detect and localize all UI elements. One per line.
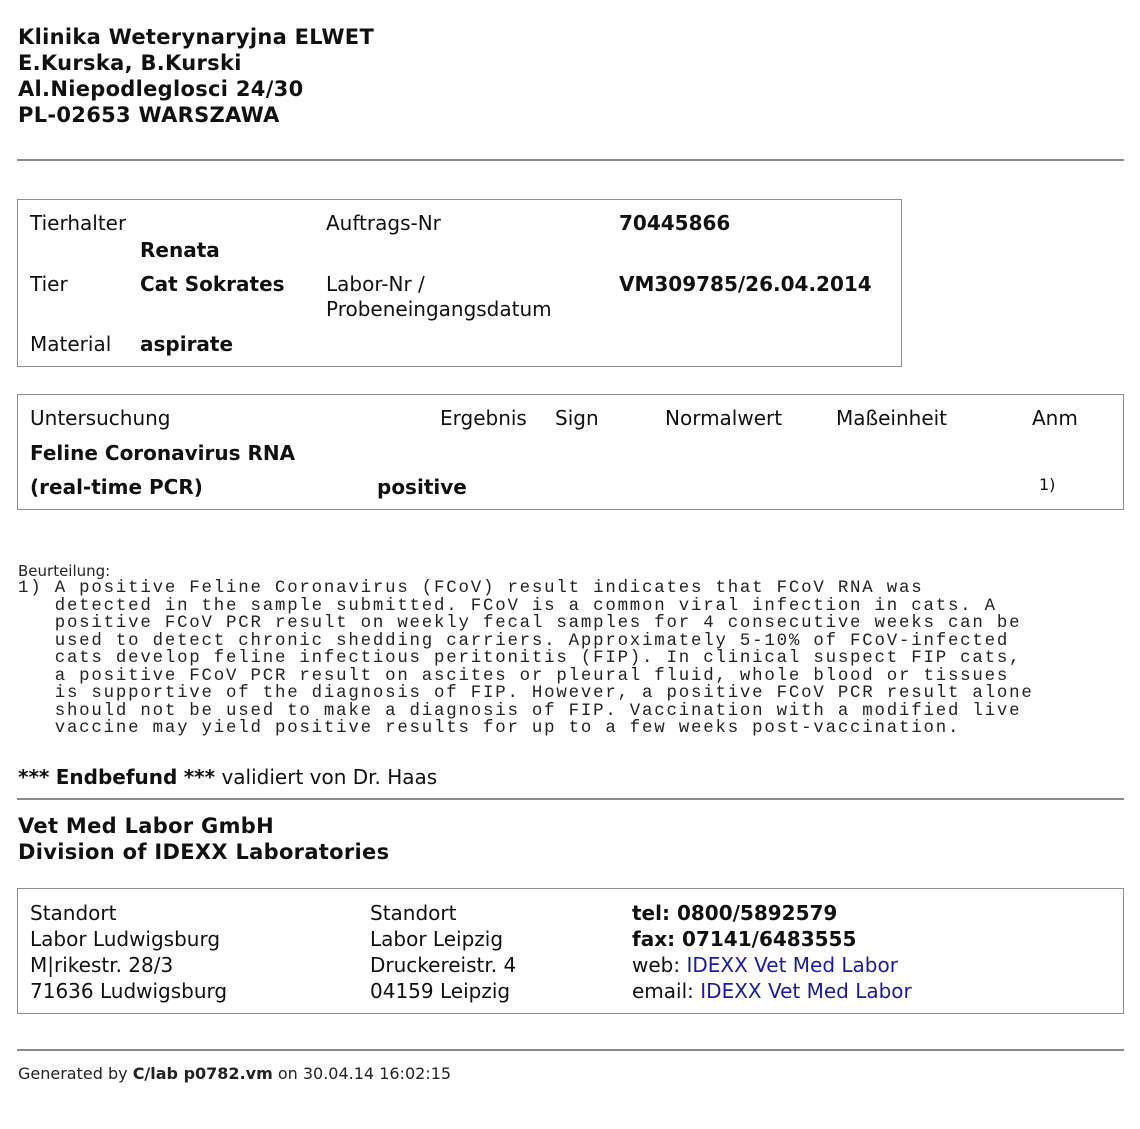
divider <box>17 159 1124 161</box>
test-method: (real-time PCR) <box>30 475 203 499</box>
clinic-street: Al.Niepodleglosci 24/30 <box>18 77 304 101</box>
assessment-line: 1) A positive Feline Coronavirus (FCoV) result indicates that FCoV RNA was <box>18 579 924 598</box>
results-box <box>17 394 1124 510</box>
assessment-text <box>18 580 1034 738</box>
final-stars-left: *** <box>18 765 50 789</box>
web-link[interactable]: IDEXX Vet Med Labor <box>686 953 898 977</box>
assessment-line: used to detect chronic shedding carriers. Approximately 5-10% of FCoV-infected <box>18 631 1010 651</box>
assessment-line: vaccine may yield positive results for up to a few weeks post-vaccination. <box>18 719 961 738</box>
assessment-line: is supportive of the diagnosis of FIP. However, a positive FCoV PCR result alone <box>18 684 1034 703</box>
col-header-note: Anm <box>1032 406 1078 430</box>
lab-division: Division of IDEXX Laboratories <box>18 840 390 864</box>
lab-name-block <box>18 813 389 865</box>
site-leipzig <box>370 900 516 1004</box>
owner-value: Renata <box>140 238 220 262</box>
site-ludwigsburg <box>30 900 227 1004</box>
site-name: Labor Ludwigsburg <box>30 927 221 951</box>
email-row <box>632 978 912 1004</box>
final-stars-right: *** <box>183 765 216 789</box>
lab-contact <box>632 900 912 1004</box>
assessment-line: detected in the sample submitted. FCoV is a common viral infection in cats. A <box>18 596 997 616</box>
redaction-mask <box>126 204 236 234</box>
note-reference: 1) <box>1039 475 1056 494</box>
phone-number: tel: 0800/5892579 <box>632 901 838 925</box>
footer-suffix: on 30.04.14 16:02:15 <box>277 1064 452 1083</box>
lab-name: Vet Med Labor GmbH <box>18 814 274 838</box>
clinic-name: Klinika Weterynaryjna ELWET <box>18 25 375 49</box>
footer-prefix: Generated by <box>18 1064 128 1083</box>
lab-locations-box <box>17 888 1124 1014</box>
lab-number-label: Labor-Nr / <box>326 272 425 296</box>
fax-number: fax: 07141/6483555 <box>632 927 857 951</box>
validated-by: validiert von Dr. Haas <box>221 765 438 789</box>
web-label: web: <box>632 953 681 977</box>
material-value: aspirate <box>140 332 234 356</box>
col-header-result: Ergebnis <box>440 406 527 430</box>
owner-label: Tierhalter <box>30 211 127 235</box>
site-street: M|rikestr. 28/3 <box>30 953 174 977</box>
final-report-line <box>18 764 437 790</box>
assessment-line: should not be used to make a diagnosis of FIP. Vaccination with a modified live <box>18 701 1022 721</box>
result-value: positive <box>377 475 467 499</box>
email-label: email: <box>632 979 694 1003</box>
clinic-city: PL-02653 WARSZAWA <box>18 103 280 127</box>
order-label: Auftrags-Nr <box>326 211 441 235</box>
col-header-test: Untersuchung <box>30 406 171 430</box>
divider <box>17 1049 1124 1051</box>
site-city: 71636 Ludwigsburg <box>30 979 228 1003</box>
assessment-line: cats develop feline infectious peritonitis (FIP). In clinical suspect FIP cats, <box>18 649 1022 668</box>
generated-footer <box>18 1064 451 1083</box>
site-label: Standort <box>370 901 457 925</box>
email-link[interactable]: IDEXX Vet Med Labor <box>700 979 912 1003</box>
animal-label: Tier <box>30 272 68 296</box>
receipt-date-label: Probeneingangsdatum <box>326 297 552 321</box>
site-city: 04159 Leipzig <box>370 979 511 1003</box>
order-value: 70445866 <box>619 211 731 235</box>
clinic-address <box>18 24 374 128</box>
assessment-line: positive FCoV PCR result on weekly fecal samples for 4 consecutive weeks can be <box>18 614 1022 633</box>
divider <box>17 798 1124 800</box>
web-row <box>632 952 912 978</box>
animal-value: Cat Sokrates <box>140 272 285 296</box>
col-header-unit: Maßeinheit <box>836 406 948 430</box>
lab-number-value: VM309785/26.04.2014 <box>619 272 872 296</box>
col-header-normal: Normalwert <box>665 406 783 430</box>
final-title: Endbefund <box>55 765 178 789</box>
site-label: Standort <box>30 901 117 925</box>
assessment-line: a positive FCoV PCR result on ascites or pleural fluid, whole blood or tissues <box>18 666 1010 686</box>
assessment-label: Beurteilung: <box>18 562 111 580</box>
clinic-owners: E.Kurska, B.Kurski <box>18 51 242 75</box>
site-street: Druckereistr. 4 <box>370 953 517 977</box>
footer-program: C/lab p0782.vm <box>132 1064 273 1083</box>
test-name: Feline Coronavirus RNA <box>30 441 296 465</box>
site-name: Labor Leipzig <box>370 927 504 951</box>
patient-info-box <box>17 199 902 367</box>
col-header-sign: Sign <box>555 406 599 430</box>
material-label: Material <box>30 332 112 356</box>
